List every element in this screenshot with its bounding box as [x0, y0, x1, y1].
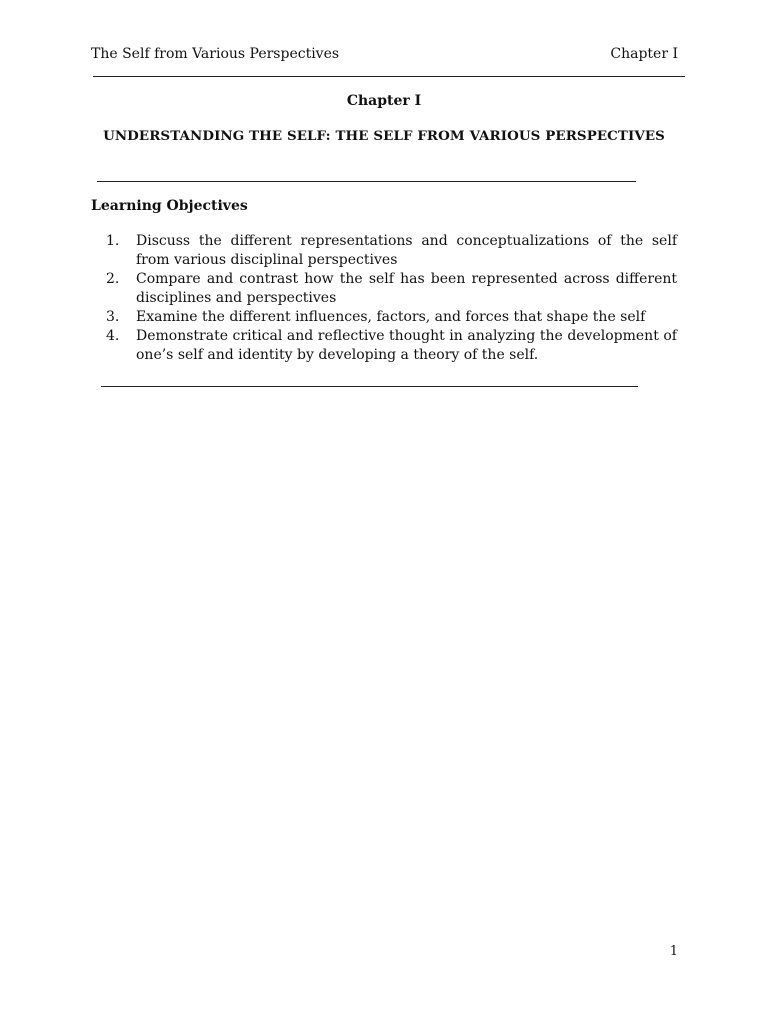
list-item-text: Examine the different influences, factors, and forces that shape the self — [136, 309, 646, 325]
page-header — [91, 46, 678, 66]
list-item-text: Discuss the different representations and conceptualizations of the self from various disciplinal perspectives — [136, 233, 677, 268]
list-item-text: Compare and contrast how the self has been represented across different disciplines and perspectives — [136, 271, 677, 306]
list-item — [106, 327, 677, 365]
list-item — [106, 308, 677, 327]
learning-objectives-list — [106, 232, 677, 365]
learning-objectives-heading: Learning Objectives — [91, 198, 248, 214]
list-item — [106, 270, 677, 308]
running-header-chapter: Chapter I — [610, 46, 678, 62]
objectives-top-divider — [97, 181, 636, 182]
list-item-number: 3. — [106, 309, 120, 325]
list-item-number: 2. — [106, 271, 120, 287]
list-item-number: 1. — [106, 233, 120, 249]
header-divider — [93, 76, 685, 77]
chapter-title: UNDERSTANDING THE SELF: THE SELF FROM VARIOUS PERSPECTIVES — [103, 128, 665, 144]
list-item — [106, 232, 677, 270]
objectives-bottom-divider — [101, 386, 638, 387]
list-item-text: Demonstrate critical and reflective thought in analyzing the development of one’s self and identity by developing a theory of the self. — [136, 328, 677, 363]
running-header-title: The Self from Various Perspectives — [91, 46, 340, 62]
chapter-label: Chapter I — [346, 93, 422, 109]
list-item-number: 4. — [106, 328, 120, 344]
page-number: 1 — [669, 944, 678, 959]
